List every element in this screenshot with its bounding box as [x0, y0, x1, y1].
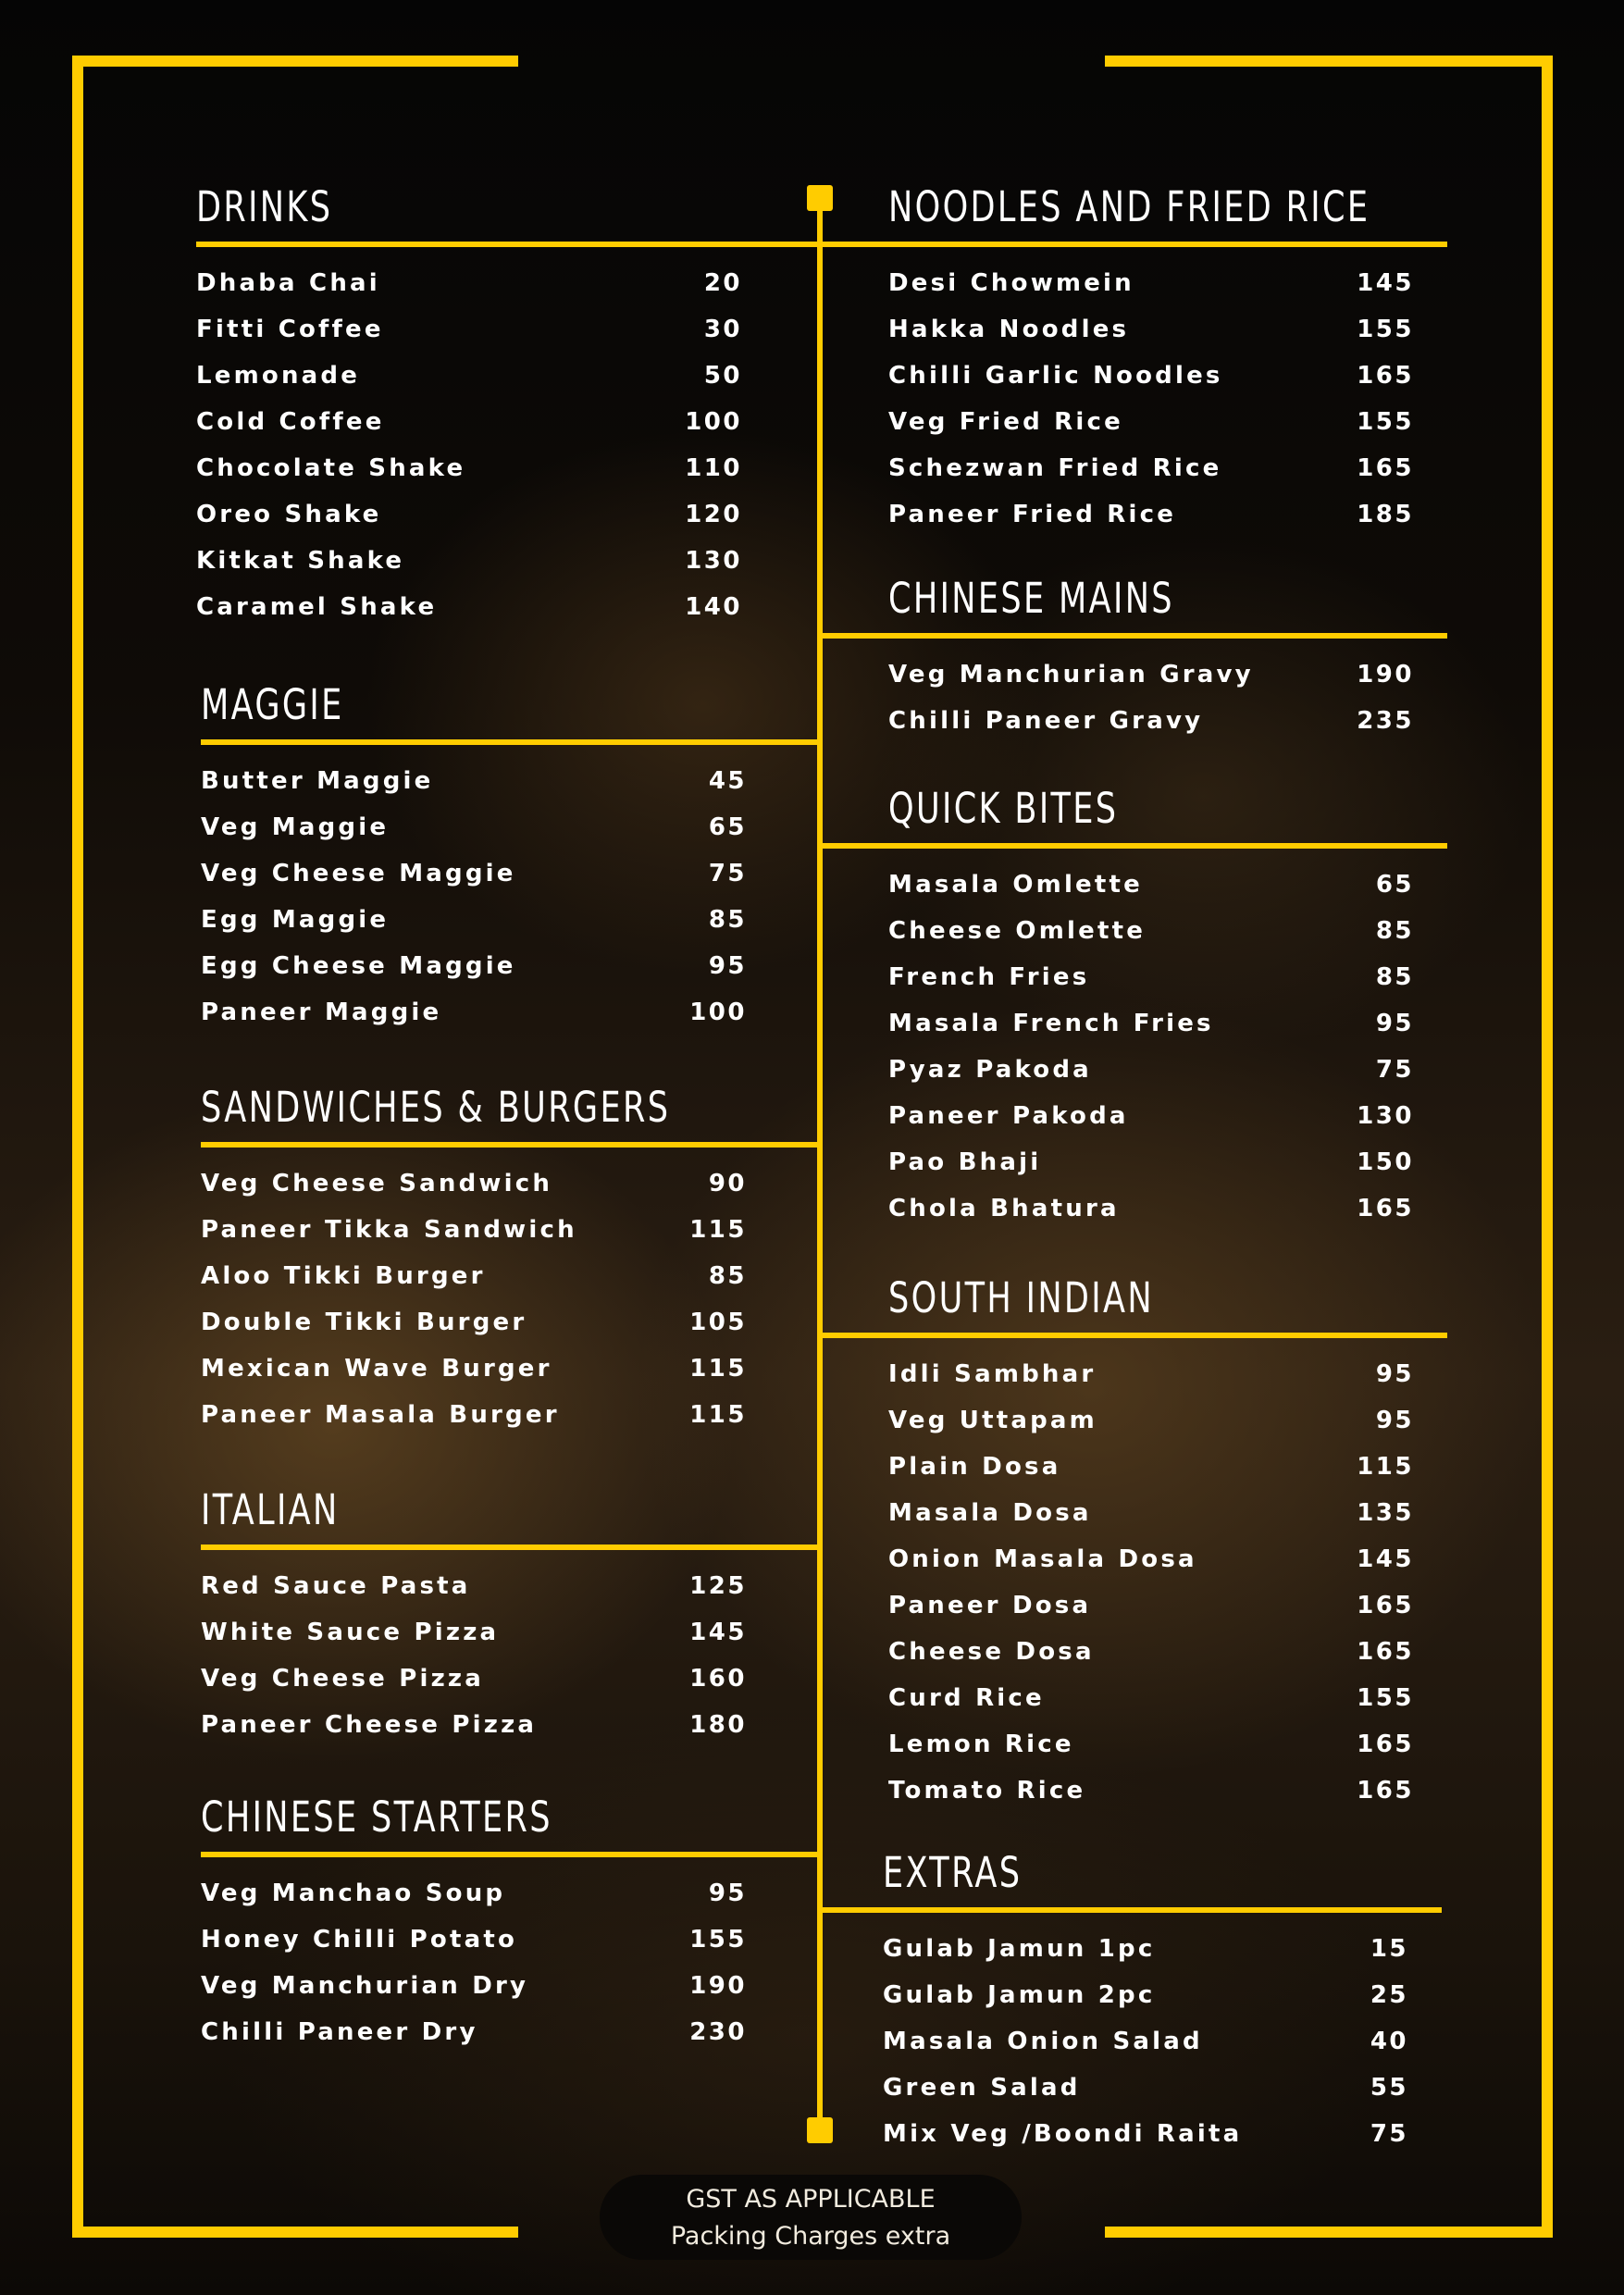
menu-item	[888, 961, 1414, 1008]
menu-item	[888, 314, 1414, 360]
item-name: Desi Chowmein	[888, 269, 1134, 297]
item-name: Egg Maggie	[201, 906, 390, 934]
item-name: Kitkat Shake	[196, 547, 405, 575]
item-price: 130	[685, 547, 742, 575]
item-name: Chilli Paneer Dry	[201, 2018, 478, 2046]
item-price: 95	[708, 1879, 747, 1907]
menu-item	[888, 1497, 1414, 1544]
item-price: 130	[1357, 1102, 1414, 1130]
item-price: 85	[708, 906, 747, 934]
item-name: Mexican Wave Burger	[201, 1355, 552, 1383]
item-name: Gulab Jamun 1pc	[883, 1935, 1156, 1963]
menu-item	[888, 1008, 1414, 1054]
item-price: 20	[703, 269, 742, 297]
menu-item	[201, 997, 747, 1043]
section-italian	[201, 1482, 822, 1755]
item-name: Veg Cheese Pizza	[201, 1665, 484, 1693]
item-price: 95	[1375, 1407, 1414, 1434]
menu-item	[196, 453, 742, 499]
item-price: 165	[1357, 1777, 1414, 1805]
section-underline	[820, 1907, 1442, 1913]
item-name: Veg Manchurian Dry	[201, 1972, 529, 2000]
menu-item	[888, 499, 1414, 545]
item-price: 75	[1375, 1056, 1414, 1084]
section-underline	[201, 1544, 822, 1550]
item-price: 165	[1357, 1195, 1414, 1222]
menu-item	[888, 1590, 1414, 1636]
section-title: NOODLES AND FRIED RICE	[888, 182, 1370, 231]
item-name: Red Sauce Pasta	[201, 1572, 471, 1600]
item-price: 135	[1357, 1499, 1414, 1527]
item-name: Paneer Tikka Sandwich	[201, 1216, 577, 1244]
menu-item	[888, 1775, 1414, 1821]
item-price: 30	[703, 316, 742, 343]
item-name: Cold Coffee	[196, 408, 385, 436]
menu-item	[883, 2118, 1408, 2165]
item-price: 155	[1357, 316, 1414, 343]
footer-gst-text: GST AS APPLICABLE	[686, 2185, 936, 2214]
item-price: 90	[708, 1170, 747, 1197]
item-name: Veg Uttapam	[888, 1407, 1097, 1434]
item-name: Paneer Cheese Pizza	[201, 1711, 538, 1739]
menu-item	[888, 1193, 1414, 1239]
item-price: 95	[1375, 1010, 1414, 1037]
menu-item	[201, 812, 747, 858]
menu-item	[888, 1451, 1414, 1497]
item-name: Chilli Paneer Gravy	[888, 707, 1204, 735]
item-name: Paneer Maggie	[201, 999, 442, 1026]
menu-list	[201, 1168, 747, 1445]
item-price: 140	[685, 593, 742, 621]
item-name: Idli Sambhar	[888, 1360, 1097, 1388]
item-price: 115	[689, 1216, 747, 1244]
item-name: Masala French Fries	[888, 1010, 1214, 1037]
item-price: 145	[1357, 269, 1414, 297]
item-name: Dhaba Chai	[196, 269, 380, 297]
menu-item	[201, 950, 747, 997]
section-title: ITALIAN	[201, 1485, 340, 1534]
menu-item	[888, 1358, 1414, 1405]
item-price: 65	[1375, 871, 1414, 899]
item-name: Caramel Shake	[196, 593, 438, 621]
item-name: Mix Veg /Boondi Raita	[883, 2120, 1243, 2148]
frame-top-right	[1105, 56, 1553, 67]
item-name: Hakka Noodles	[888, 316, 1130, 343]
section-underline	[201, 1852, 822, 1857]
item-name: Paneer Fried Rice	[888, 501, 1177, 528]
section-drinks	[196, 179, 822, 638]
section-underline	[201, 739, 822, 745]
menu-item	[888, 1147, 1414, 1193]
item-name: Butter Maggie	[201, 767, 434, 795]
item-name: Paneer Pakoda	[888, 1102, 1129, 1130]
item-price: 190	[1357, 661, 1414, 688]
section-underline	[820, 843, 1447, 849]
menu-item	[201, 1168, 747, 1214]
menu-list	[201, 1878, 747, 2063]
menu-item	[201, 1260, 747, 1307]
menu-item	[201, 1924, 747, 1970]
menu-item	[201, 765, 747, 812]
menu-item	[201, 1353, 747, 1399]
item-name: Fitti Coffee	[196, 316, 384, 343]
menu-item	[883, 2026, 1408, 2072]
item-price: 120	[685, 501, 742, 528]
item-name: Chocolate Shake	[196, 454, 466, 482]
menu-item	[888, 453, 1414, 499]
item-name: Paneer Dosa	[888, 1592, 1092, 1619]
item-name: Veg Fried Rice	[888, 408, 1123, 436]
item-price: 100	[685, 408, 742, 436]
menu-item	[196, 267, 742, 314]
section-title: MAGGIE	[201, 680, 344, 729]
item-name: Egg Cheese Maggie	[201, 952, 516, 980]
item-price: 150	[1357, 1148, 1414, 1176]
item-price: 145	[1357, 1545, 1414, 1573]
item-price: 45	[708, 767, 747, 795]
menu-item	[888, 360, 1414, 406]
menu-item	[888, 659, 1414, 705]
item-price: 155	[689, 1926, 747, 1954]
menu-item	[888, 406, 1414, 453]
menu-item	[196, 406, 742, 453]
menu-item	[888, 915, 1414, 961]
menu-item	[201, 1617, 747, 1663]
menu-item	[883, 1933, 1408, 1979]
item-price: 110	[685, 454, 742, 482]
section-maggie	[201, 676, 822, 1043]
item-name: Masala Dosa	[888, 1499, 1092, 1527]
item-price: 105	[689, 1309, 747, 1336]
frame-right-side	[1542, 56, 1553, 2238]
menu-item	[196, 314, 742, 360]
item-price: 115	[689, 1355, 747, 1383]
menu-list	[201, 1570, 747, 1755]
item-name: Pao Bhaji	[888, 1148, 1042, 1176]
menu-item	[888, 1405, 1414, 1451]
item-name: Lemon Rice	[888, 1731, 1074, 1758]
item-price: 115	[689, 1401, 747, 1429]
item-name: Masala Onion Salad	[883, 2028, 1203, 2055]
menu-item	[201, 858, 747, 904]
item-price: 55	[1370, 2074, 1408, 2102]
section-title: CHINESE MAINS	[888, 574, 1174, 623]
item-name: French Fries	[888, 963, 1090, 991]
menu-item	[883, 2072, 1408, 2118]
item-price: 165	[1357, 1638, 1414, 1666]
item-price: 160	[689, 1665, 747, 1693]
section-title: CHINESE STARTERS	[201, 1793, 552, 1842]
menu-list	[883, 1933, 1408, 2165]
section-title: SOUTH INDIAN	[888, 1273, 1154, 1322]
item-price: 165	[1357, 1592, 1414, 1619]
item-price: 165	[1357, 362, 1414, 390]
menu-item	[196, 545, 742, 591]
menu-list	[888, 267, 1414, 545]
item-price: 190	[689, 1972, 747, 2000]
menu-item	[888, 869, 1414, 915]
footer-note	[600, 2175, 1022, 2260]
menu-item	[888, 1682, 1414, 1729]
menu-item	[888, 267, 1414, 314]
menu-list	[888, 659, 1414, 751]
item-name: Masala Omlette	[888, 871, 1143, 899]
section-underline	[820, 242, 1447, 247]
item-name: Paneer Masala Burger	[201, 1401, 560, 1429]
section-underline	[196, 242, 822, 247]
item-name: Curd Rice	[888, 1684, 1045, 1712]
item-price: 180	[689, 1711, 747, 1739]
menu-item	[201, 1570, 747, 1617]
item-name: Onion Masala Dosa	[888, 1545, 1197, 1573]
section-title: EXTRAS	[883, 1848, 1023, 1897]
frame-bottom-left	[72, 2227, 518, 2238]
item-price: 40	[1370, 2028, 1408, 2055]
menu-item	[196, 591, 742, 638]
item-price: 230	[689, 2018, 747, 2046]
item-price: 145	[689, 1619, 747, 1646]
menu-item	[201, 1214, 747, 1260]
item-price: 125	[689, 1572, 747, 1600]
menu-item	[201, 1878, 747, 1924]
menu-item	[888, 1100, 1414, 1147]
item-price: 25	[1370, 1981, 1408, 2009]
item-name: Schezwan Fried Rice	[888, 454, 1222, 482]
footer-packing-text: Packing Charges extra	[670, 2222, 951, 2251]
menu-item	[201, 904, 747, 950]
section-quick-bites	[820, 780, 1447, 1239]
item-price: 165	[1357, 454, 1414, 482]
menu-item	[888, 1636, 1414, 1682]
menu-item	[196, 360, 742, 406]
item-name: Green Salad	[883, 2074, 1081, 2102]
item-price: 115	[1357, 1453, 1414, 1481]
menu-item	[888, 1544, 1414, 1590]
section-chinese-starters	[201, 1789, 822, 2063]
section-south-indian	[820, 1270, 1447, 1821]
item-name: Oreo Shake	[196, 501, 382, 528]
item-name: Veg Cheese Sandwich	[201, 1170, 553, 1197]
section-underline	[201, 1142, 822, 1148]
frame-left-side	[72, 56, 83, 2238]
item-price: 85	[1375, 963, 1414, 991]
menu-list	[888, 1358, 1414, 1821]
item-price: 165	[1357, 1731, 1414, 1758]
item-price: 65	[708, 813, 747, 841]
section-underline	[820, 633, 1447, 639]
menu-list	[888, 869, 1414, 1239]
item-name: Cheese Dosa	[888, 1638, 1095, 1666]
section-sandwiches-burgers	[201, 1079, 822, 1445]
item-name: Cheese Omlette	[888, 917, 1147, 945]
item-price: 100	[689, 999, 747, 1026]
item-price: 50	[703, 362, 742, 390]
menu-item	[201, 1970, 747, 2016]
item-price: 75	[1370, 2120, 1408, 2148]
item-price: 235	[1357, 707, 1414, 735]
item-name: Honey Chilli Potato	[201, 1926, 518, 1954]
item-name: Double Tikki Burger	[201, 1309, 527, 1336]
item-name: Chilli Garlic Noodles	[888, 362, 1223, 390]
item-price: 185	[1357, 501, 1414, 528]
menu-item	[888, 1054, 1414, 1100]
section-chinese-mains	[820, 570, 1447, 751]
frame-bottom-right	[1105, 2227, 1553, 2238]
item-price: 95	[708, 952, 747, 980]
item-price: 15	[1370, 1935, 1408, 1963]
section-title: SANDWICHES & BURGERS	[201, 1083, 671, 1132]
item-price: 75	[708, 860, 747, 887]
item-name: Aloo Tikki Burger	[201, 1262, 486, 1290]
item-name: Tomato Rice	[888, 1777, 1086, 1805]
item-name: White Sauce Pizza	[201, 1619, 500, 1646]
menu-list	[196, 267, 742, 638]
section-title: QUICK BITES	[888, 784, 1119, 833]
menu-list	[201, 765, 747, 1043]
menu-item	[196, 499, 742, 545]
item-name: Veg Manchurian Gravy	[888, 661, 1254, 688]
item-price: 155	[1357, 408, 1414, 436]
item-price: 85	[708, 1262, 747, 1290]
item-name: Veg Maggie	[201, 813, 390, 841]
item-name: Lemonade	[196, 362, 361, 390]
section-noodles-fried-rice	[820, 179, 1506, 545]
item-name: Veg Cheese Maggie	[201, 860, 516, 887]
menu-item	[201, 1307, 747, 1353]
item-name: Chola Bhatura	[888, 1195, 1120, 1222]
menu-item	[201, 1663, 747, 1709]
item-name: Veg Manchao Soup	[201, 1879, 506, 1907]
frame-top-left	[72, 56, 518, 67]
section-title: DRINKS	[196, 182, 333, 231]
item-name: Gulab Jamun 2pc	[883, 1981, 1156, 2009]
menu-item	[201, 1399, 747, 1445]
section-underline	[820, 1333, 1447, 1338]
menu-item	[201, 1709, 747, 1755]
item-price: 95	[1375, 1360, 1414, 1388]
section-extras	[820, 1844, 1442, 2165]
item-name: Pyaz Pakoda	[888, 1056, 1092, 1084]
item-price: 155	[1357, 1684, 1414, 1712]
menu-item	[888, 1729, 1414, 1775]
menu-item	[883, 1979, 1408, 2026]
menu-item	[201, 2016, 747, 2063]
item-price: 85	[1375, 917, 1414, 945]
item-name: Plain Dosa	[888, 1453, 1061, 1481]
menu-item	[888, 705, 1414, 751]
